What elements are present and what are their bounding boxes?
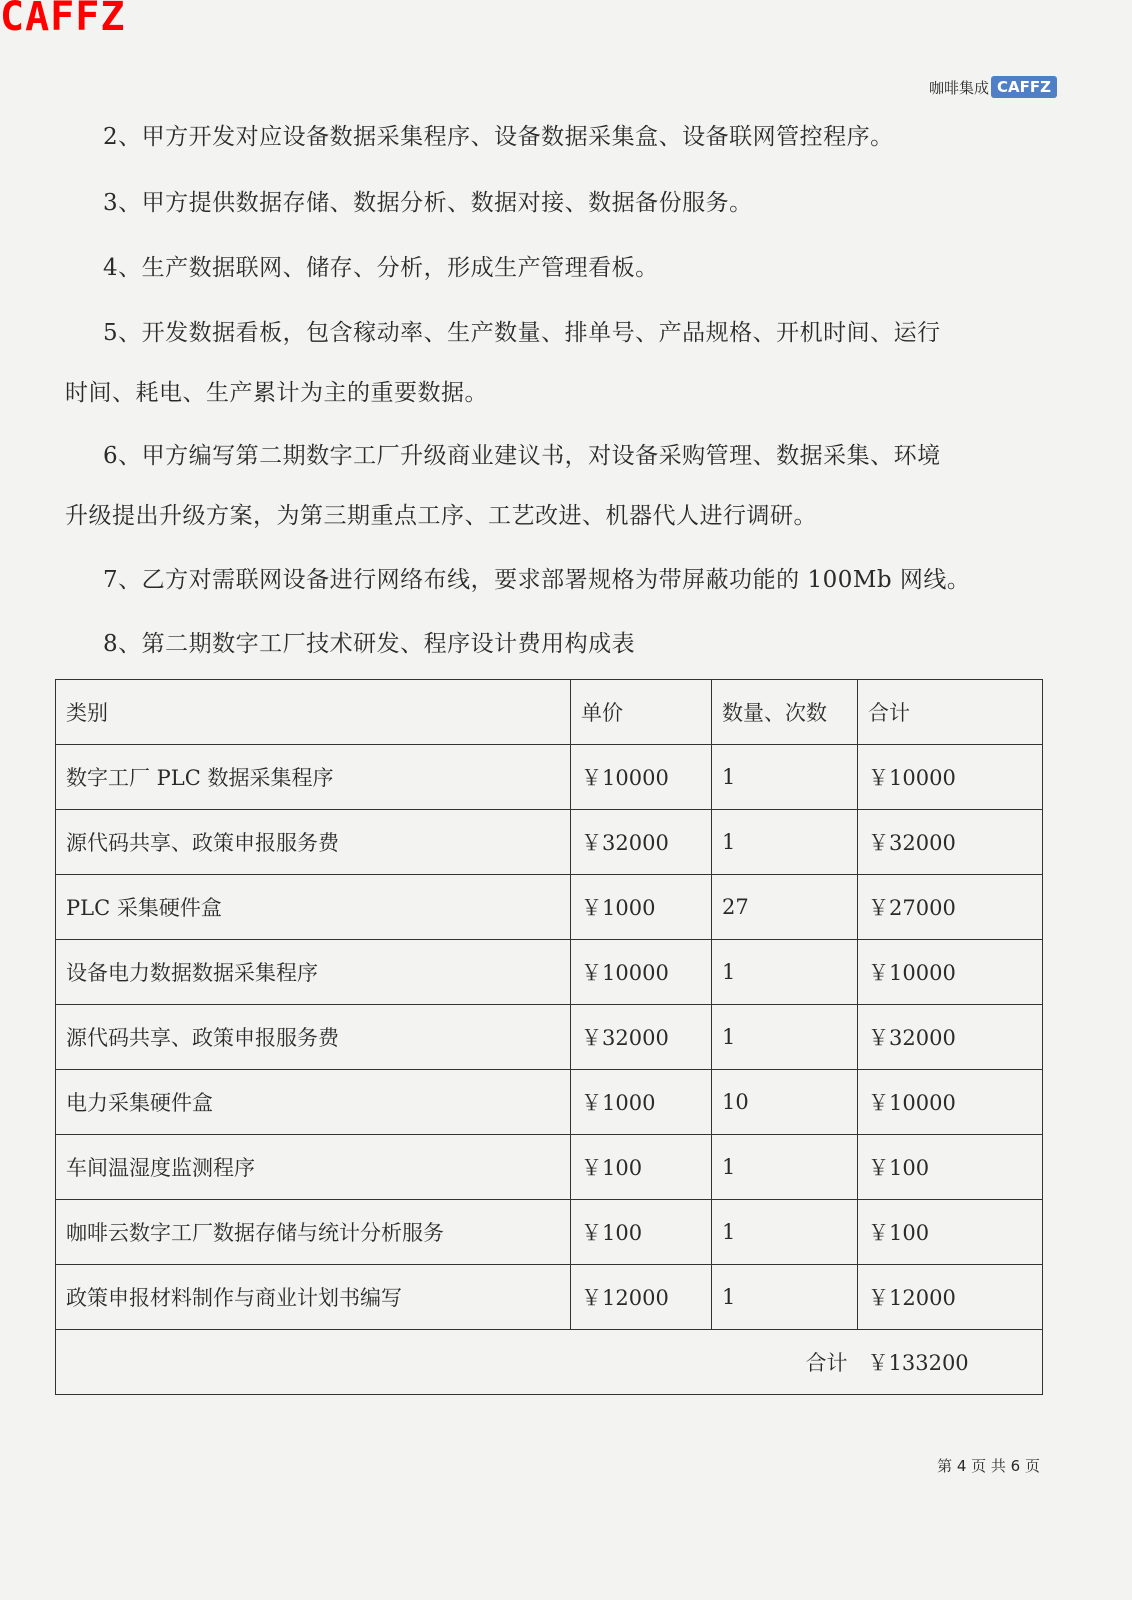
total-row	[56, 1330, 1043, 1395]
table-cell: ￥10000	[858, 745, 1043, 810]
table-row	[56, 745, 1043, 810]
paragraph: 升级提出升级方案，为第三期重点工序、工艺改进、机器代人进行调研。	[65, 503, 817, 529]
table-cell: ￥100	[571, 1135, 712, 1200]
header-cell: 数量、次数	[712, 680, 858, 745]
paragraph: 6、甲方编写第二期数字工厂升级商业建议书，对设备采购管理、数据采集、环境	[103, 443, 941, 469]
paragraph: 8、第二期数字工厂技术研发、程序设计费用构成表	[103, 631, 636, 657]
paragraph: 4、生产数据联网、储存、分析，形成生产管理看板。	[103, 255, 659, 281]
table-cell: 咖啡云数字工厂数据存储与统计分析服务	[56, 1200, 571, 1265]
table-cell: 27	[712, 875, 858, 940]
table-cell: ￥12000	[571, 1265, 712, 1330]
table-cell: 1	[712, 1135, 858, 1200]
table-row	[56, 1070, 1043, 1135]
total-value: ￥133200	[858, 1330, 1043, 1395]
table-row	[56, 940, 1043, 1005]
table-row	[56, 1265, 1043, 1330]
company-name: 咖啡集成	[928, 78, 989, 97]
table-cell: 1	[712, 1005, 858, 1070]
table-cell: 车间温湿度监测程序	[56, 1135, 571, 1200]
paragraph: 5、开发数据看板，包含稼动率、生产数量、排单号、产品规格、开机时间、运行	[103, 320, 941, 346]
table-cell: 源代码共享、政策申报服务费	[56, 1005, 571, 1070]
table-cell: 1	[712, 810, 858, 875]
table-cell: 政策申报材料制作与商业计划书编写	[56, 1265, 571, 1330]
table-cell: ￥32000	[571, 1005, 712, 1070]
table-row	[56, 875, 1043, 940]
total-label: 合计	[56, 1330, 858, 1395]
paragraph: 时间、耗电、生产累计为主的重要数据。	[65, 380, 488, 406]
table-row	[56, 1200, 1043, 1265]
table-cell: 源代码共享、政策申报服务费	[56, 810, 571, 875]
table-row	[56, 1135, 1043, 1200]
table-cell: ￥32000	[858, 810, 1043, 875]
paragraph: 3、甲方提供数据存储、数据分析、数据对接、数据备份服务。	[103, 190, 753, 216]
table-cell: 1	[712, 940, 858, 1005]
table-cell: ￥10000	[858, 1070, 1043, 1135]
table-cell: ￥1000	[571, 875, 712, 940]
table-cell: ￥100	[858, 1135, 1043, 1200]
table-cell: ￥12000	[858, 1265, 1043, 1330]
header-cell: 合计	[858, 680, 1043, 745]
cost-table	[55, 679, 1043, 1395]
table-cell: 1	[712, 1200, 858, 1265]
table-cell: ￥1000	[571, 1070, 712, 1135]
page-number: 第 4 页 共 6 页	[937, 1457, 1040, 1475]
table-cell: ￥100	[571, 1200, 712, 1265]
table-cell: 数字工厂 PLC 数据采集程序	[56, 745, 571, 810]
table-header	[56, 680, 1043, 745]
paragraph: 2、甲方开发对应设备数据采集程序、设备数据采集盒、设备联网管控程序。	[103, 124, 894, 150]
table-cell: ￥10000	[571, 940, 712, 1005]
header-cell: 单价	[571, 680, 712, 745]
company-logo: CAFFZ	[991, 76, 1057, 98]
table-cell: 设备电力数据数据采集程序	[56, 940, 571, 1005]
table-cell: 1	[712, 745, 858, 810]
table-row	[56, 810, 1043, 875]
table-row	[56, 1005, 1043, 1070]
table-cell: ￥27000	[858, 875, 1043, 940]
table-cell: 电力采集硬件盒	[56, 1070, 571, 1135]
watermark: CAFFZ	[0, 0, 126, 40]
table-cell: ￥10000	[858, 940, 1043, 1005]
table-cell: ￥32000	[858, 1005, 1043, 1070]
paragraph: 7、乙方对需联网设备进行网络布线，要求部署规格为带屏蔽功能的 100Mb 网线。	[103, 567, 971, 593]
table-cell: ￥32000	[571, 810, 712, 875]
page-header	[929, 76, 1057, 98]
table-cell: ￥100	[858, 1200, 1043, 1265]
table-cell: ￥10000	[571, 745, 712, 810]
table-cell: 10	[712, 1070, 858, 1135]
table-cell: 1	[712, 1265, 858, 1330]
header-cell: 类别	[56, 680, 571, 745]
table-cell: PLC 采集硬件盒	[56, 875, 571, 940]
